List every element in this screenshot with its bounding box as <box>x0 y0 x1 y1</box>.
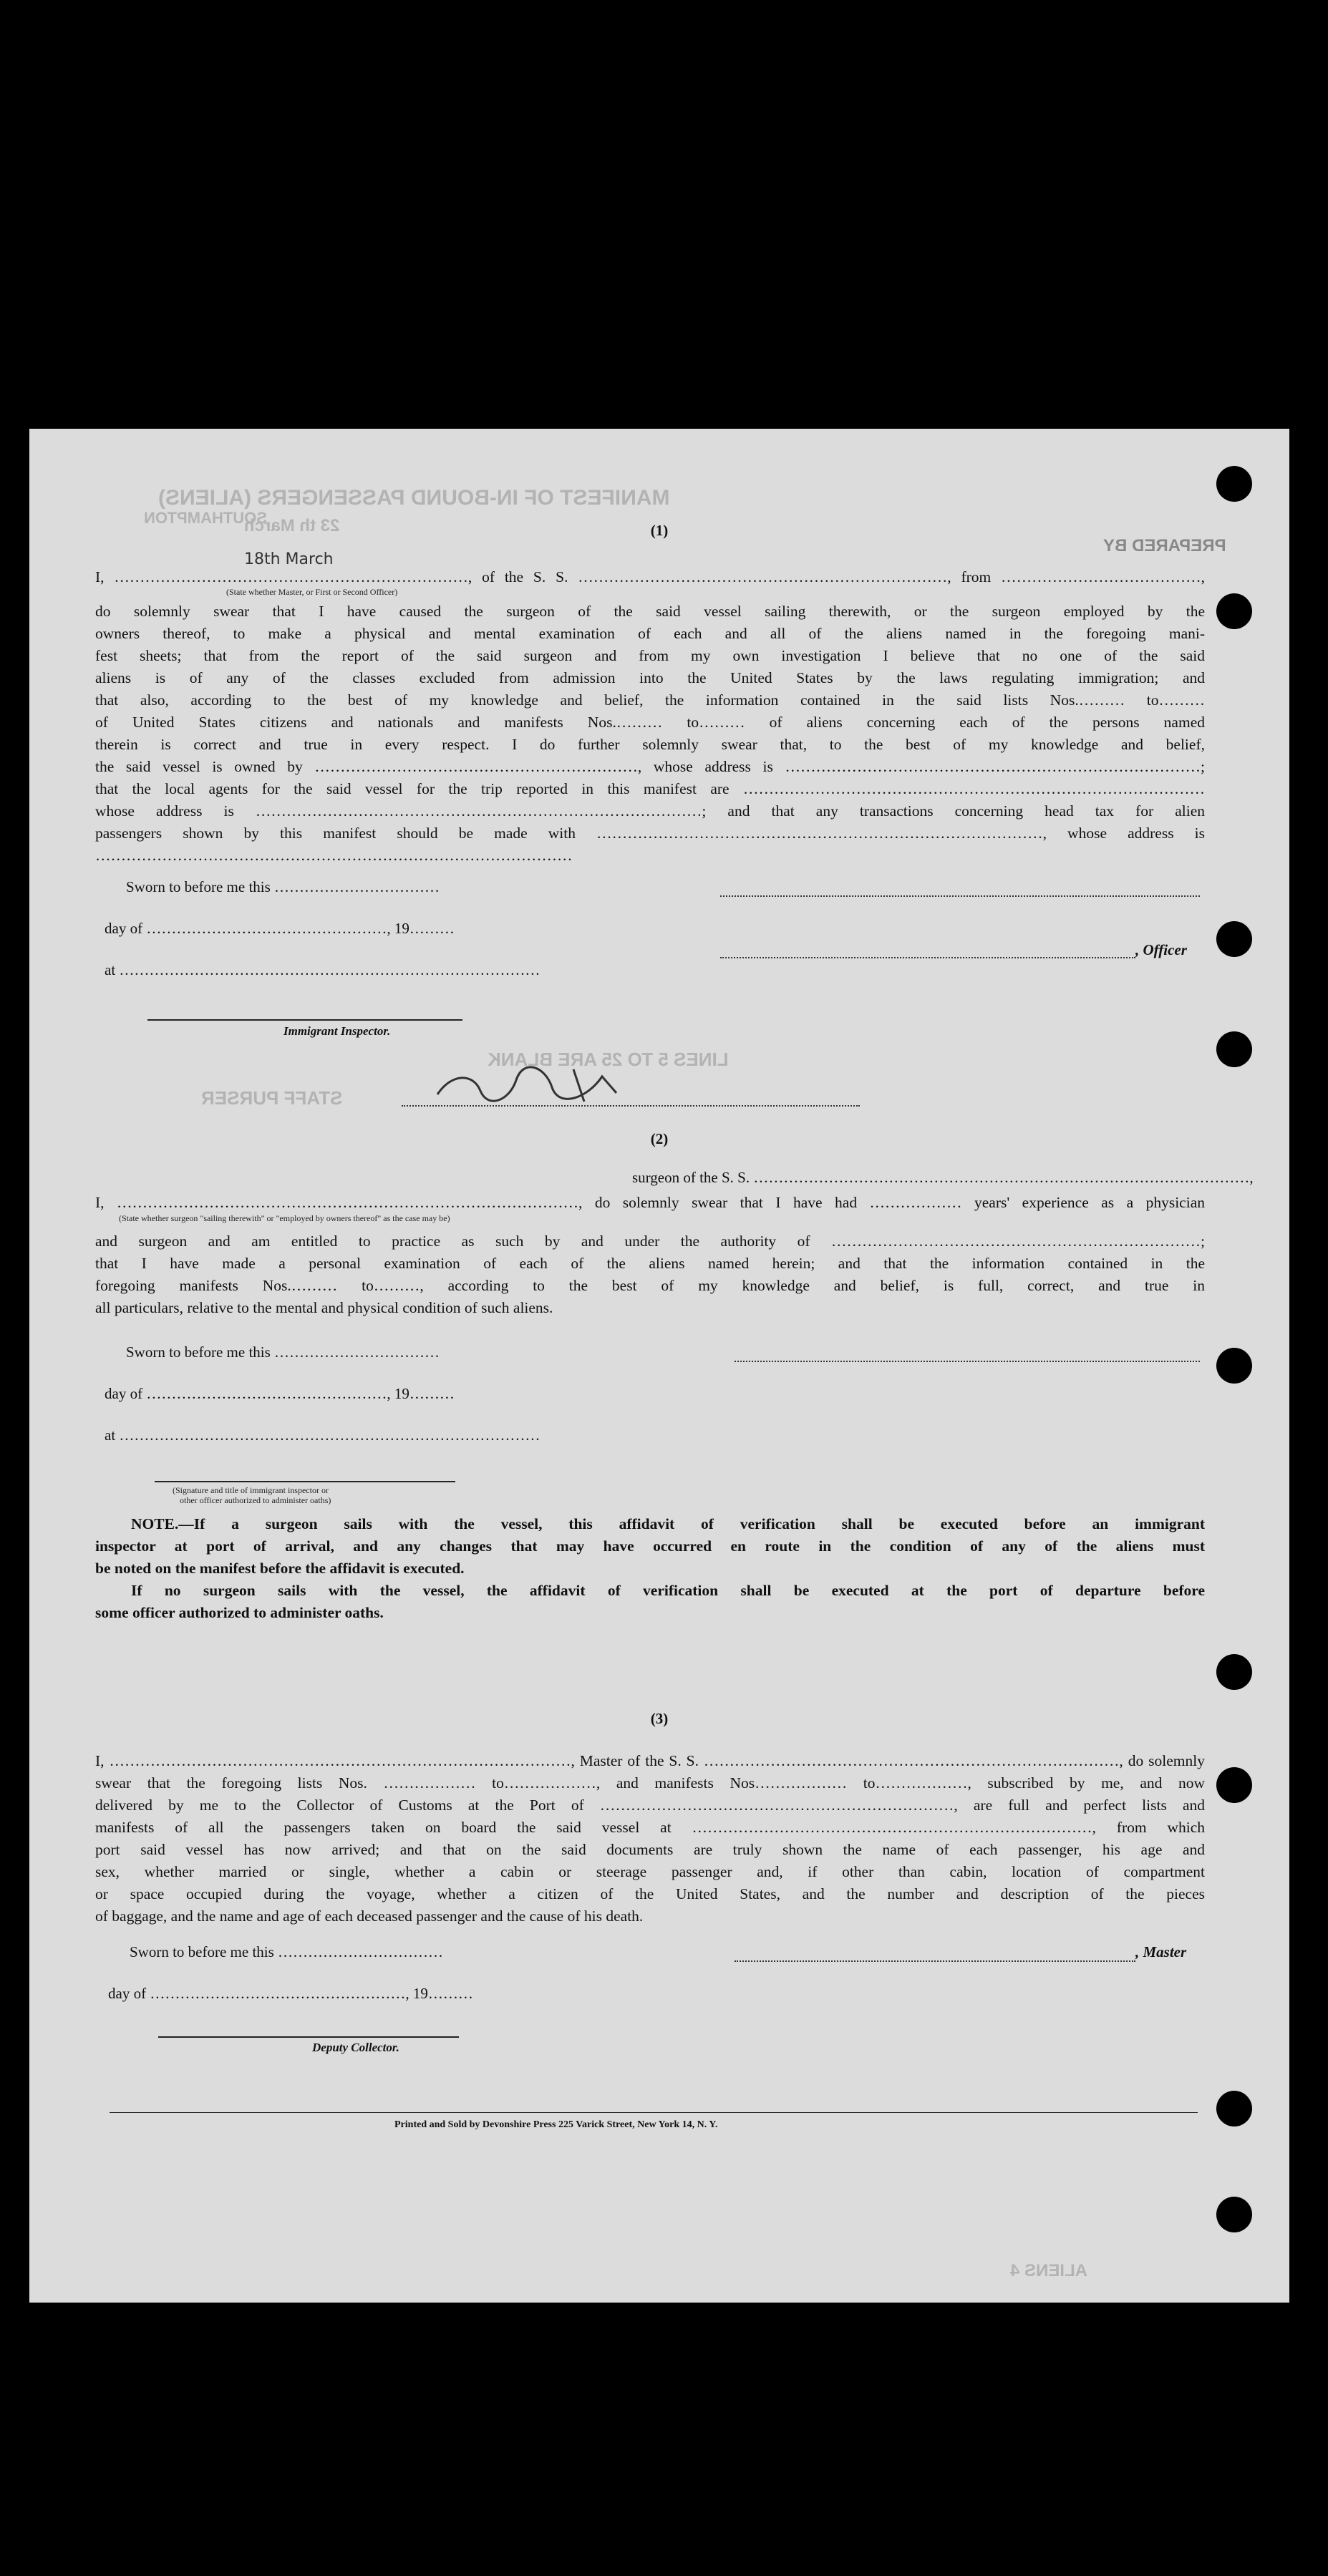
officer-signature-line <box>720 957 1135 958</box>
surgeon-oath-line: and surgeon and am entitled to practice as such by and under the authority of ………………………………………………………………; <box>95 1233 1205 1250</box>
punch-hole <box>1216 1031 1252 1067</box>
oath-line: ………………………………………………………………………………… <box>95 847 573 864</box>
note-line: If no surgeon sails with the vessel, the affidavit of verification shall be executed at the port of departure before <box>131 1582 1205 1599</box>
surgeon-line: surgeon of the S. S. ………………………………………………………………………………………, <box>632 1169 1254 1186</box>
section-3-body <box>95 1750 1205 1928</box>
punch-hole <box>1216 1348 1252 1384</box>
note-line: be noted on the manifest before the affidavit is executed. <box>95 1560 465 1577</box>
day-line: day of …………………………………………, 19……… <box>105 920 455 937</box>
inspector-signature-line <box>147 1019 462 1021</box>
oath-line: the said vessel is owned by ………………………………………………………, whose address is ………………………………………………………………………; <box>95 758 1205 775</box>
master-oath-line: or space occupied during the voyage, whether a citizen of the United States, and the number and description of the pieces <box>95 1885 1205 1902</box>
footer-rule <box>110 2112 1198 2113</box>
oath-line: that the local agents for the said vessel for the trip reported in this manifest are ……………………………………………………………………………… <box>95 780 1205 797</box>
section-1-oath <box>95 566 1205 588</box>
surgeon-signature-line <box>735 1361 1200 1362</box>
officer-label: , Officer <box>1135 941 1187 958</box>
signature-note: (Signature and title of immigrant inspector or <box>173 1485 329 1495</box>
note-line: some officer authorized to administer oaths. <box>95 1604 384 1621</box>
master-oath-line: port said vessel has now arrived; and that on the said documents are truly shown the name of each passenger, his age and <box>95 1841 1205 1858</box>
officer-note: (State whether Master, or First or Second Officer) <box>226 587 398 597</box>
ghost-manifest-title: MANIFEST OF IN-BOUND PASSENGERS (ALIENS) <box>158 486 670 510</box>
section-2-number: (2) <box>650 1130 669 1147</box>
oath-line: passengers shown by this manifest should be made with ……………………………………………………………………………, whose address is <box>95 825 1205 842</box>
officer-signature-line <box>720 895 1200 897</box>
ghost-port: SOUTHAMPTON <box>144 509 267 527</box>
oath-line: aliens is of any of the classes excluded from admission into the United States by the laws regulating immigration; and <box>95 669 1205 686</box>
ghost-aliens-stamp: ALIENS 4 <box>1010 2261 1088 2280</box>
oath-line: of United States citizens and nationals and manifests Nos.……… to……… of aliens concerning each of the persons named <box>95 714 1205 731</box>
master-oath-line: swear that the foregoing lists Nos. ……………… to………………, and manifests Nos……………… to………………, subscribed by me, and now <box>95 1774 1205 1792</box>
note-line: NOTE.—If a surgeon sails with the vessel, this affidavit of verification shall be executed before an immigrant <box>131 1515 1205 1532</box>
collector-signature-line <box>158 2036 459 2038</box>
handwritten-date: 18th March <box>244 550 334 568</box>
punch-hole <box>1216 2091 1252 2127</box>
master-oath-line: manifests of all the passengers taken on board the said vessel at ……………………………………………………………………, from which <box>95 1819 1205 1836</box>
oath-line: therein is correct and true in every respect. I do further solemnly swear that, to the best of my knowledge and belief, <box>95 736 1205 753</box>
surgeon-oath-line: foregoing manifests Nos.……… to………, according to the best of my knowledge and belief, is full, correct, and true in <box>95 1277 1205 1294</box>
day-line: day of ……………………………………………, 19……… <box>108 1985 473 2002</box>
collector-label: Deputy Collector. <box>312 2041 399 2054</box>
surgeon-note: (State whether surgeon "sailing therewith" or "employed by owners thereof" as the case may be) <box>119 1213 450 1223</box>
punch-hole <box>1216 1654 1252 1690</box>
section-1-body <box>95 601 1205 867</box>
oath-line: do solemnly swear that I have caused the surgeon of the said vessel sailing therewith, or the surgeon employed by the <box>95 603 1205 620</box>
purser-signature <box>430 1059 645 1109</box>
section-3-number: (3) <box>650 1710 669 1727</box>
signature-note: other officer authorized to administer oaths) <box>180 1495 331 1505</box>
master-signature-line <box>735 1960 1135 1962</box>
oath-line: I, ……………………………………………………………, of the S. S. ………………………………………………………………, from …………………………………, <box>95 568 1205 585</box>
day-line: day of …………………………………………, 19……… <box>105 1385 455 1402</box>
ghost-staff-purser: STAFF PURSER <box>201 1087 343 1109</box>
oath-line: that also, according to the best of my knowledge and belief, the information contained in the said lists Nos.……… to……… <box>95 691 1205 709</box>
master-oath-line: I, ………………………………………………………………………………, Master of the S. S. ………………………………………………………………………, do solemnly <box>95 1752 1205 1769</box>
sworn-line: Sworn to before me this …………………………… <box>126 1343 440 1361</box>
punch-hole <box>1216 593 1252 629</box>
master-label: , Master <box>1135 1943 1187 1960</box>
surgeon-oath-line: I, ………………………………………………………………………………, do solemnly swear that I have had ……………… years' experience as a physician <box>95 1194 1205 1211</box>
section-1-number: (1) <box>650 522 669 539</box>
punch-hole <box>1216 921 1252 957</box>
inspector-label: Immigrant Inspector. <box>283 1024 391 1038</box>
inspector-signature-line <box>155 1481 455 1482</box>
punch-hole <box>1216 2197 1252 2232</box>
note-line: inspector at port of arrival, and any changes that may have occurred en route in the condition of any of the aliens must <box>95 1537 1205 1555</box>
note-block <box>95 1513 1205 1624</box>
ghost-date: 23 th March <box>244 516 340 535</box>
master-oath-line: sex, whether married or single, whether a cabin or steerage passenger and, if other than cabin, location of compartment <box>95 1863 1205 1880</box>
master-oath-line: of baggage, and the name and age of each deceased passenger and the cause of his death. <box>95 1907 644 1925</box>
at-line: at ………………………………………………………………………… <box>105 1426 541 1444</box>
surgeon-oath-line: all particulars, relative to the mental and physical condition of such aliens. <box>95 1299 553 1316</box>
surgeon-oath-line: that I have made a personal examination of each of the aliens named herein; and that the information contained in the <box>95 1255 1205 1272</box>
section-2-body-2 <box>95 1230 1205 1319</box>
manifest-page <box>29 429 1289 2303</box>
oath-line: whose address is ……………………………………………………………………………; and that any transactions concerning head tax for alien <box>95 802 1205 820</box>
sworn-line: Sworn to before me this …………………………… <box>130 1943 444 1960</box>
oath-line: fest sheets; that from the report of the said surgeon and from my own investigation I believe that no one of the said <box>95 647 1205 664</box>
section-2-body <box>95 1192 1205 1214</box>
sworn-line: Sworn to before me this …………………………… <box>126 878 440 895</box>
master-oath-line: delivered by me to the Collector of Customs at the Port of ……………………………………………………………, are full and perfect lists and <box>95 1797 1205 1814</box>
oath-line: owners thereof, to make a physical and mental examination of each and all of the aliens named in the foregoing mani- <box>95 625 1205 642</box>
at-line: at ………………………………………………………………………… <box>105 961 541 978</box>
punch-hole <box>1216 1767 1252 1803</box>
ghost-prepared-stamp: PREPARED BY <box>1103 536 1226 555</box>
printer-credit: Printed and Sold by Devonshire Press 225 Varick Street, New York 14, N. Y. <box>394 2119 718 2130</box>
punch-hole <box>1216 466 1252 502</box>
ghost-lines-blank: LINES 5 TO 25 ARE BLANK <box>488 1049 729 1070</box>
